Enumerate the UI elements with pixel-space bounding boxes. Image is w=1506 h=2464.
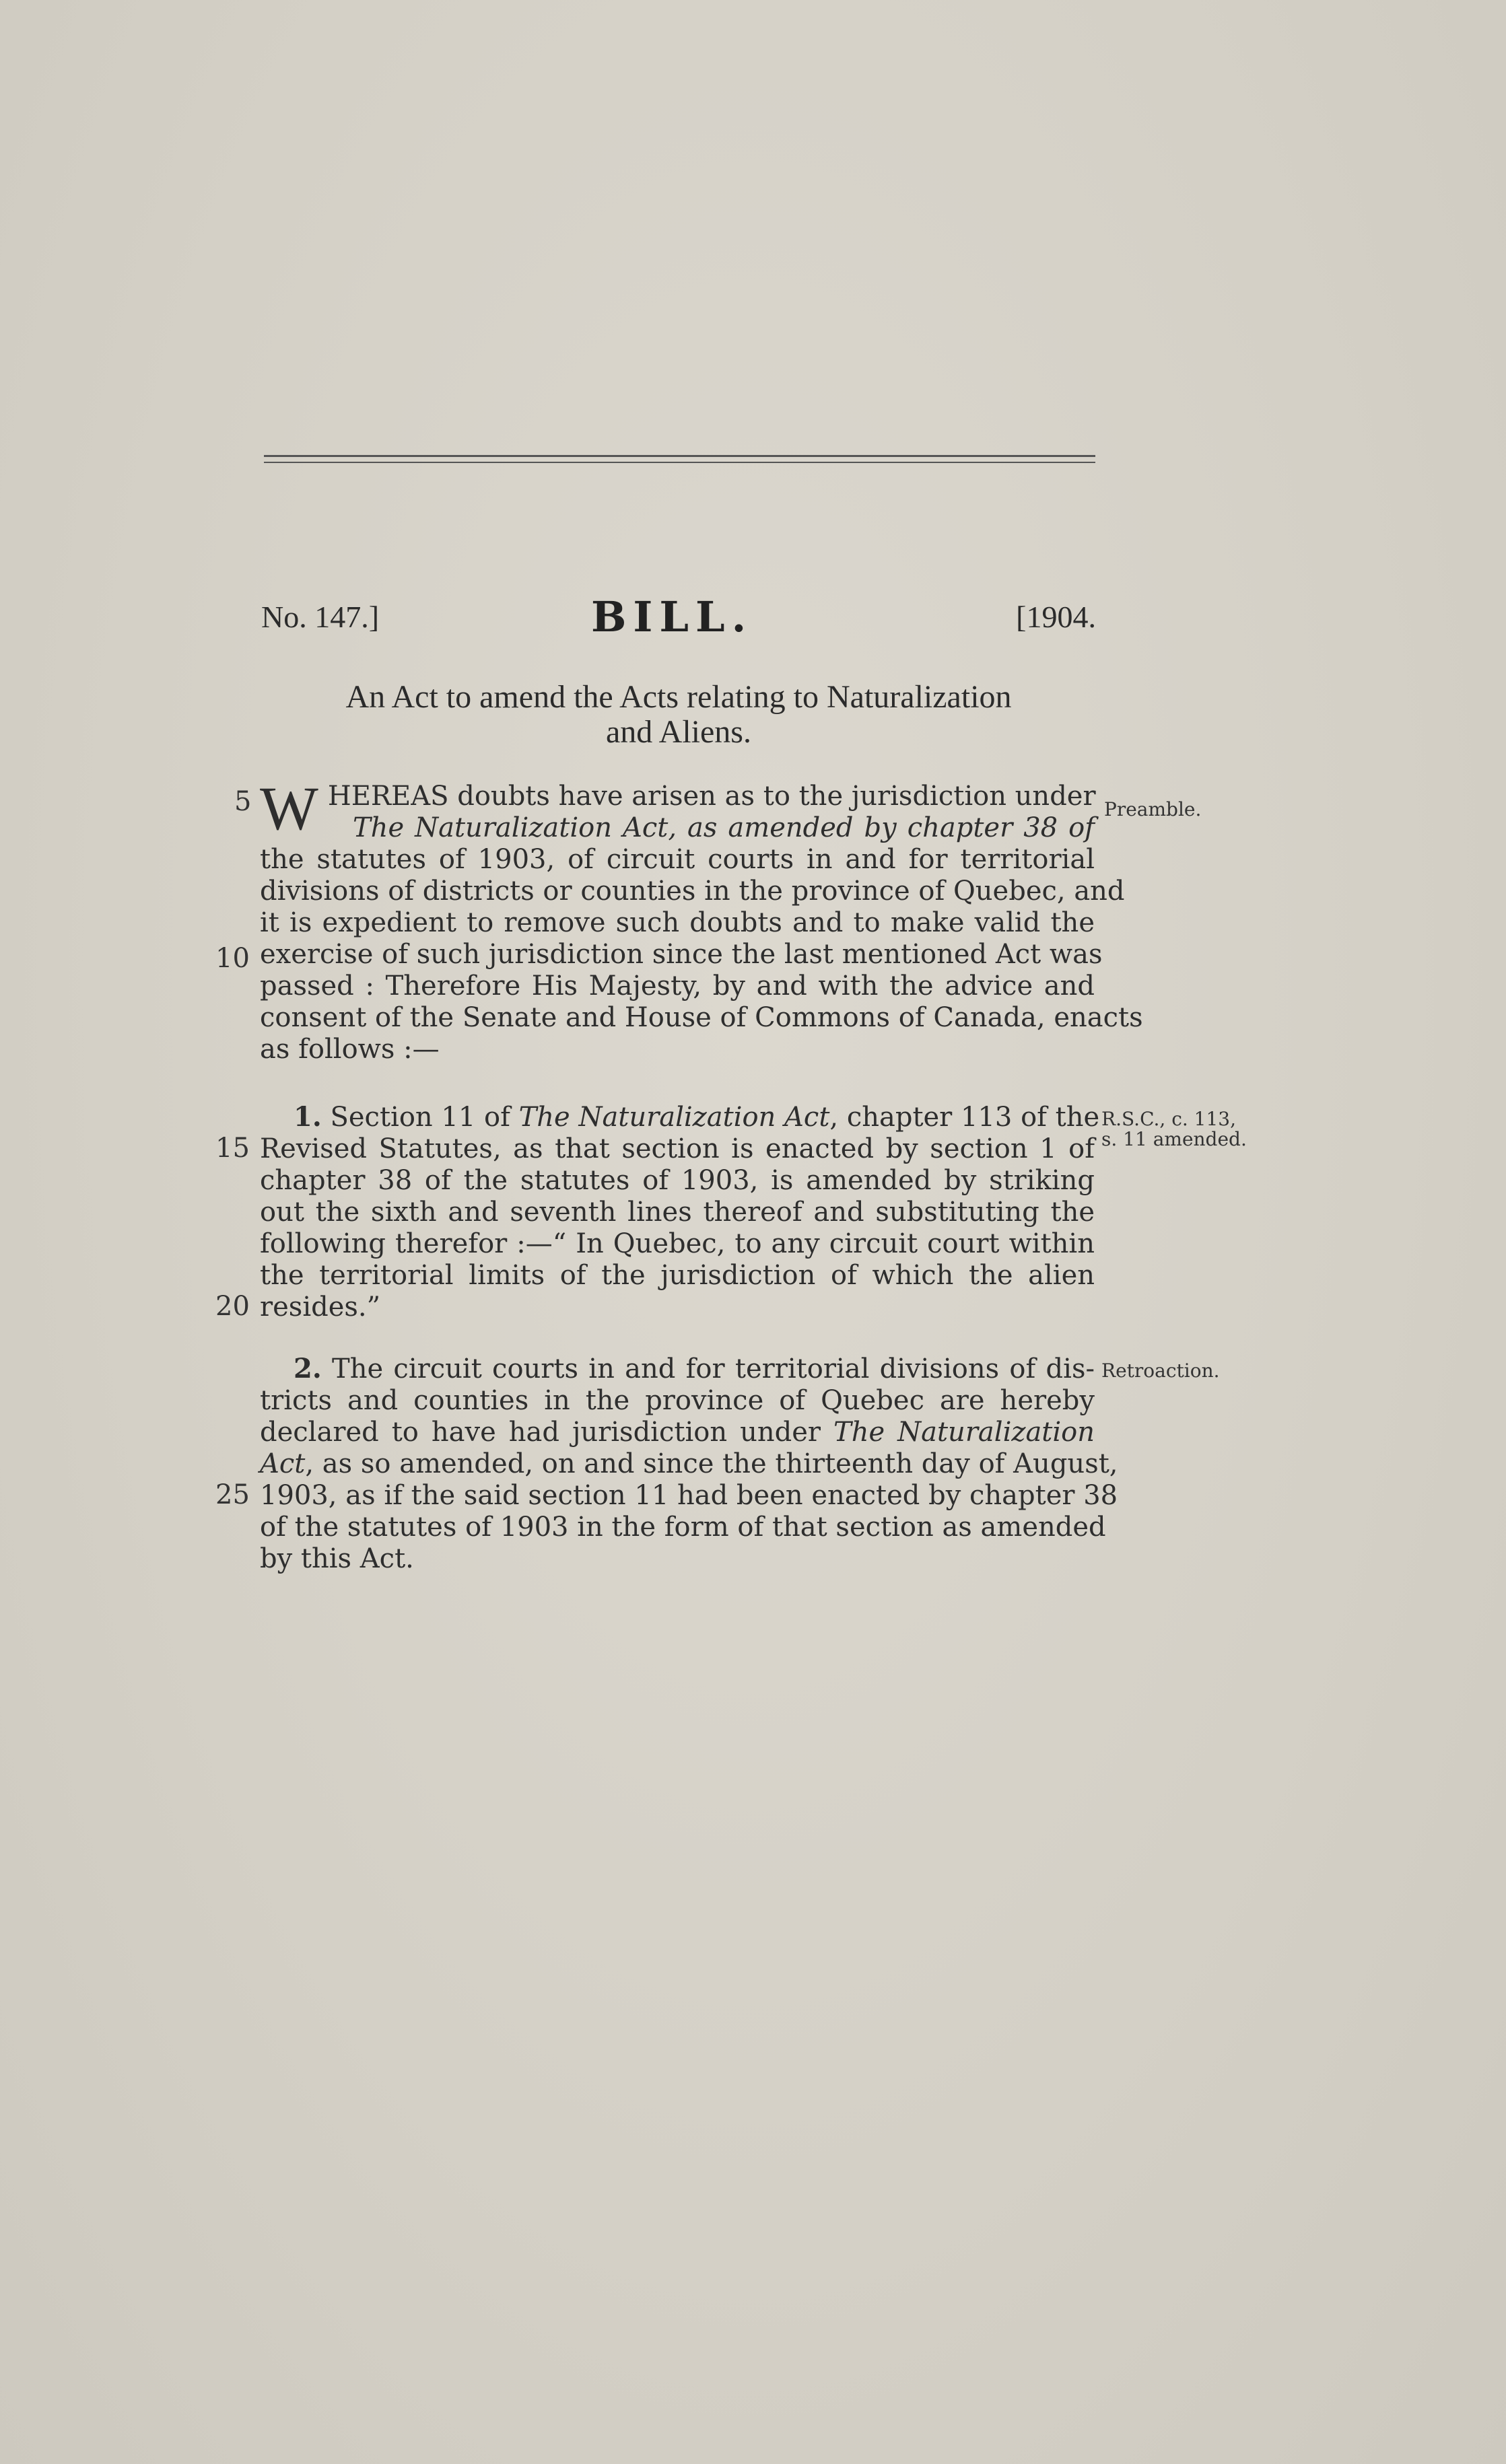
section-2-line: declared to have had jurisdiction under The Naturalization [260, 1417, 1095, 1448]
act-title-line-1: An Act to amend the Acts relating to Naturalization [345, 679, 1012, 715]
bill-title: BILL. [591, 592, 753, 641]
top-rule [264, 455, 1095, 457]
preamble-paragraph [260, 774, 1143, 1065]
section-1-line: following therefor :—“ In Quebec, to any circuit court within [260, 1228, 1095, 1259]
section-1-number: 1. [294, 1101, 322, 1133]
preamble-line: consent of the Senate and House of Commons of Canada, enacts [260, 1002, 1143, 1033]
bill-header [261, 592, 1096, 646]
preamble-line: it is expedient to remove such doubts and to make valid the [260, 907, 1095, 938]
section-2-line: tricts and counties in the province of Quebec are hereby [260, 1385, 1095, 1416]
line-number-20: 20 [215, 1291, 250, 1322]
line-number-5: 5 [234, 786, 252, 817]
bill-year: [1904. [1016, 600, 1096, 634]
section-1-line: chapter 38 of the statutes of 1903, is amended by striking [260, 1165, 1095, 1196]
line-number-15: 15 [215, 1133, 250, 1164]
section-1-line: out the sixth and seventh lines thereof and substituting the [260, 1197, 1095, 1228]
top-rule-thin [264, 462, 1095, 463]
line-number-10: 10 [215, 943, 250, 974]
section-2-line: 1903, as if the said section 11 had been enacted by chapter 38 [260, 1480, 1118, 1511]
act-title [261, 680, 1096, 750]
preamble-line: passed : Therefore His Majesty, by and with the advice and [260, 971, 1095, 1001]
dropcap: W [260, 774, 318, 843]
preamble-line: The Naturalization Act, as amended by chapter 38 of [353, 812, 1095, 843]
preamble-line: the statutes of 1903, of circuit courts in and for territorial [260, 844, 1095, 875]
preamble-line: as follows :— [260, 1034, 440, 1065]
section-2-paragraph [260, 1353, 1118, 1575]
preamble-line: divisions of districts or counties in the province of Quebec, and [260, 876, 1125, 907]
preamble-line: exercise of such jurisdiction since the last mentioned Act was [260, 939, 1103, 970]
section-2-line: 2. The circuit courts in and for territorial divisions of dis- [294, 1353, 1095, 1384]
section-2-line: by this Act. [260, 1543, 414, 1574]
section-1-line: Revised Statutes, as that section is enacted by section 1 of [260, 1133, 1095, 1164]
section-1-line: the territorial limits of the jurisdiction of which the alien [260, 1260, 1095, 1291]
line-number-25: 25 [215, 1479, 250, 1510]
section-1-line: resides.” [260, 1292, 381, 1323]
bill-number: No. 147.] [261, 600, 380, 634]
margin-note-rsc-2: s. 11 amended. [1101, 1128, 1247, 1150]
section-2-line: Act, as so amended, on and since the thirteenth day of August, [260, 1448, 1118, 1479]
margin-note-rsc-1: R.S.C., c. 113, [1101, 1108, 1237, 1130]
section-2-number: 2. [294, 1353, 322, 1384]
margin-note-preamble: Preamble. [1104, 798, 1202, 820]
section-2-line: of the statutes of 1903 in the form of that section as amended [260, 1512, 1106, 1543]
section-1-line: 1. Section 11 of The Naturalization Act, chapter 113 of the [294, 1101, 1100, 1133]
section-1-paragraph [260, 1101, 1100, 1323]
preamble-line: HEREAS doubts have arisen as to the jurisdiction under [327, 781, 1096, 812]
act-title-line-2: and Aliens. [606, 714, 751, 750]
margin-note-retroaction: Retroaction. [1101, 1360, 1220, 1382]
